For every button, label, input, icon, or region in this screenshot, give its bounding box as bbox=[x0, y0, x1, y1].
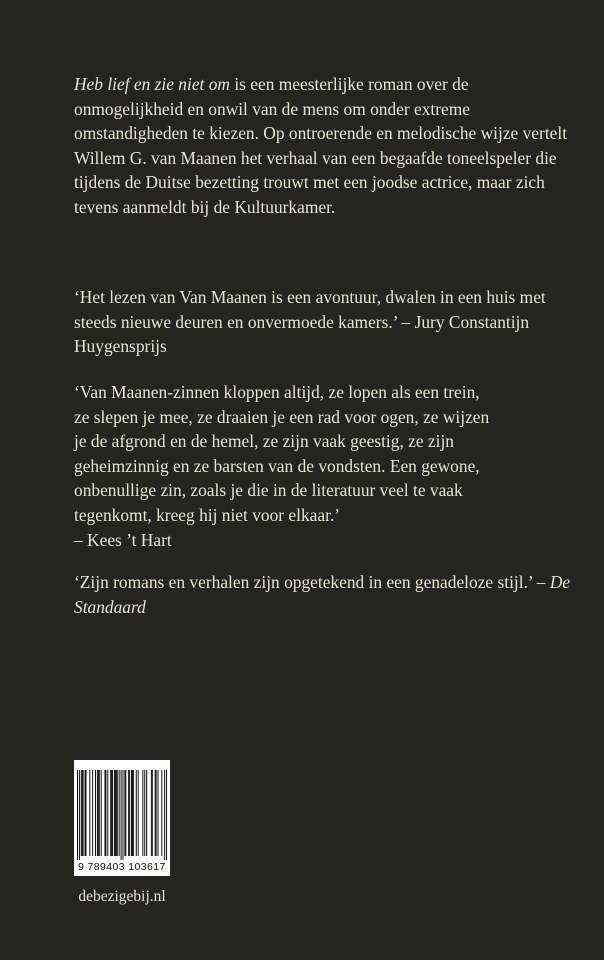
quote-line: tegenkomt, kreeg hij niet voor elkaar.’ bbox=[74, 504, 341, 525]
book-blurb bbox=[74, 72, 574, 220]
barcode-bar bbox=[124, 770, 125, 856]
barcode-bar bbox=[136, 770, 137, 856]
quote-text: ‘Zijn romans en verhalen zijn opgetekend in een genadeloze stijl.’ – bbox=[74, 572, 550, 592]
quote-line: geheimzinnig en ze barsten van de vondsten. Een gewone, bbox=[74, 455, 480, 476]
barcode-bar bbox=[99, 770, 100, 856]
barcode-bar bbox=[82, 770, 83, 856]
isbn-barcode bbox=[74, 760, 170, 876]
quote-line: ze slepen je mee, ze draaien je een rad voor ogen, ze wijzen bbox=[74, 406, 490, 427]
barcode-bar bbox=[133, 770, 134, 856]
barcode-bar bbox=[110, 770, 111, 856]
barcode-bar bbox=[138, 770, 139, 856]
barcode-bar bbox=[129, 770, 130, 856]
barcode-bar bbox=[114, 770, 115, 856]
barcode-bar bbox=[105, 770, 106, 856]
barcode-bar bbox=[104, 770, 105, 856]
barcode-bar bbox=[95, 770, 96, 856]
barcode-bar bbox=[112, 770, 113, 856]
barcode-bar bbox=[119, 770, 120, 856]
barcode-bar bbox=[155, 770, 156, 856]
barcode-bar bbox=[166, 770, 167, 860]
book-title: Heb lief en zie niet om bbox=[74, 74, 230, 94]
barcode-bar bbox=[92, 770, 93, 856]
barcode-bar bbox=[116, 770, 117, 856]
barcode-bar bbox=[81, 770, 82, 856]
barcode-bar bbox=[101, 770, 102, 856]
barcode-bar bbox=[161, 770, 162, 856]
quote-jury bbox=[74, 285, 574, 359]
barcode-bar bbox=[83, 770, 84, 856]
barcode-bar bbox=[121, 770, 122, 860]
barcode-bar bbox=[128, 770, 129, 856]
barcode-bar bbox=[111, 770, 112, 856]
quote-source: De Standaard bbox=[74, 572, 571, 617]
barcode-bar bbox=[146, 770, 147, 856]
barcode-bar bbox=[77, 770, 78, 860]
barcode-bar bbox=[125, 770, 126, 856]
quote-text: ‘Het lezen van Van Maanen is een avontuur, dwalen in een huis met steeds nieuwe deuren en onvermoede kamers.’ – Jury Constantijn Huygensprijs bbox=[74, 287, 546, 357]
barcode-bar bbox=[85, 770, 86, 856]
barcode-bars bbox=[74, 760, 170, 860]
blurb-text: is een meesterlijke roman over de onmogelijkheid en onwil van de mens om onder extreme omstandigheden te kiezen. Op ontroerende en melodische wijze vertelt Willem G. van Maanen het verhaal van een begaafde toneelspeler die tijdens de Duitse bezetting trouwt met een joodse actrice, maar zich tevens aanmeldt bij de Kultuurkamer. bbox=[74, 74, 568, 217]
barcode-bar bbox=[158, 770, 159, 856]
barcode-bar bbox=[115, 770, 116, 856]
barcode-bar bbox=[144, 770, 145, 856]
barcode-bar bbox=[117, 770, 118, 856]
quote-line: ‘Van Maanen-zinnen kloppen altijd, ze lopen als een trein, bbox=[74, 382, 480, 402]
quote-line: onbenullige zin, zoals je die in de literatuur veel te vaak bbox=[74, 480, 463, 501]
barcode-bar bbox=[98, 770, 99, 856]
publisher-url: debezigebij.nl bbox=[78, 888, 166, 905]
barcode-bar bbox=[107, 770, 108, 856]
quote-kees-t-hart bbox=[74, 380, 574, 552]
quote-line: je de afgrond en de hemel, ze zijn vaak geestig, ze zijn bbox=[74, 431, 455, 452]
quote-de-standaard bbox=[74, 570, 574, 619]
barcode-bar bbox=[164, 770, 165, 860]
barcode-bar bbox=[152, 770, 153, 856]
barcode-bar bbox=[89, 770, 90, 856]
barcode-bar bbox=[131, 770, 132, 856]
barcode-bar bbox=[97, 770, 98, 856]
isbn-number: 9 789403 103617 bbox=[78, 861, 166, 873]
barcode-bar bbox=[122, 770, 123, 860]
barcode-bar bbox=[156, 770, 157, 856]
barcode-bar bbox=[79, 770, 80, 860]
barcode-bar bbox=[142, 770, 143, 856]
barcode-bar bbox=[86, 770, 87, 856]
barcode-bar bbox=[132, 770, 133, 856]
barcode-bar bbox=[151, 770, 152, 856]
quote-attribution: – Kees ’t Hart bbox=[74, 529, 172, 550]
